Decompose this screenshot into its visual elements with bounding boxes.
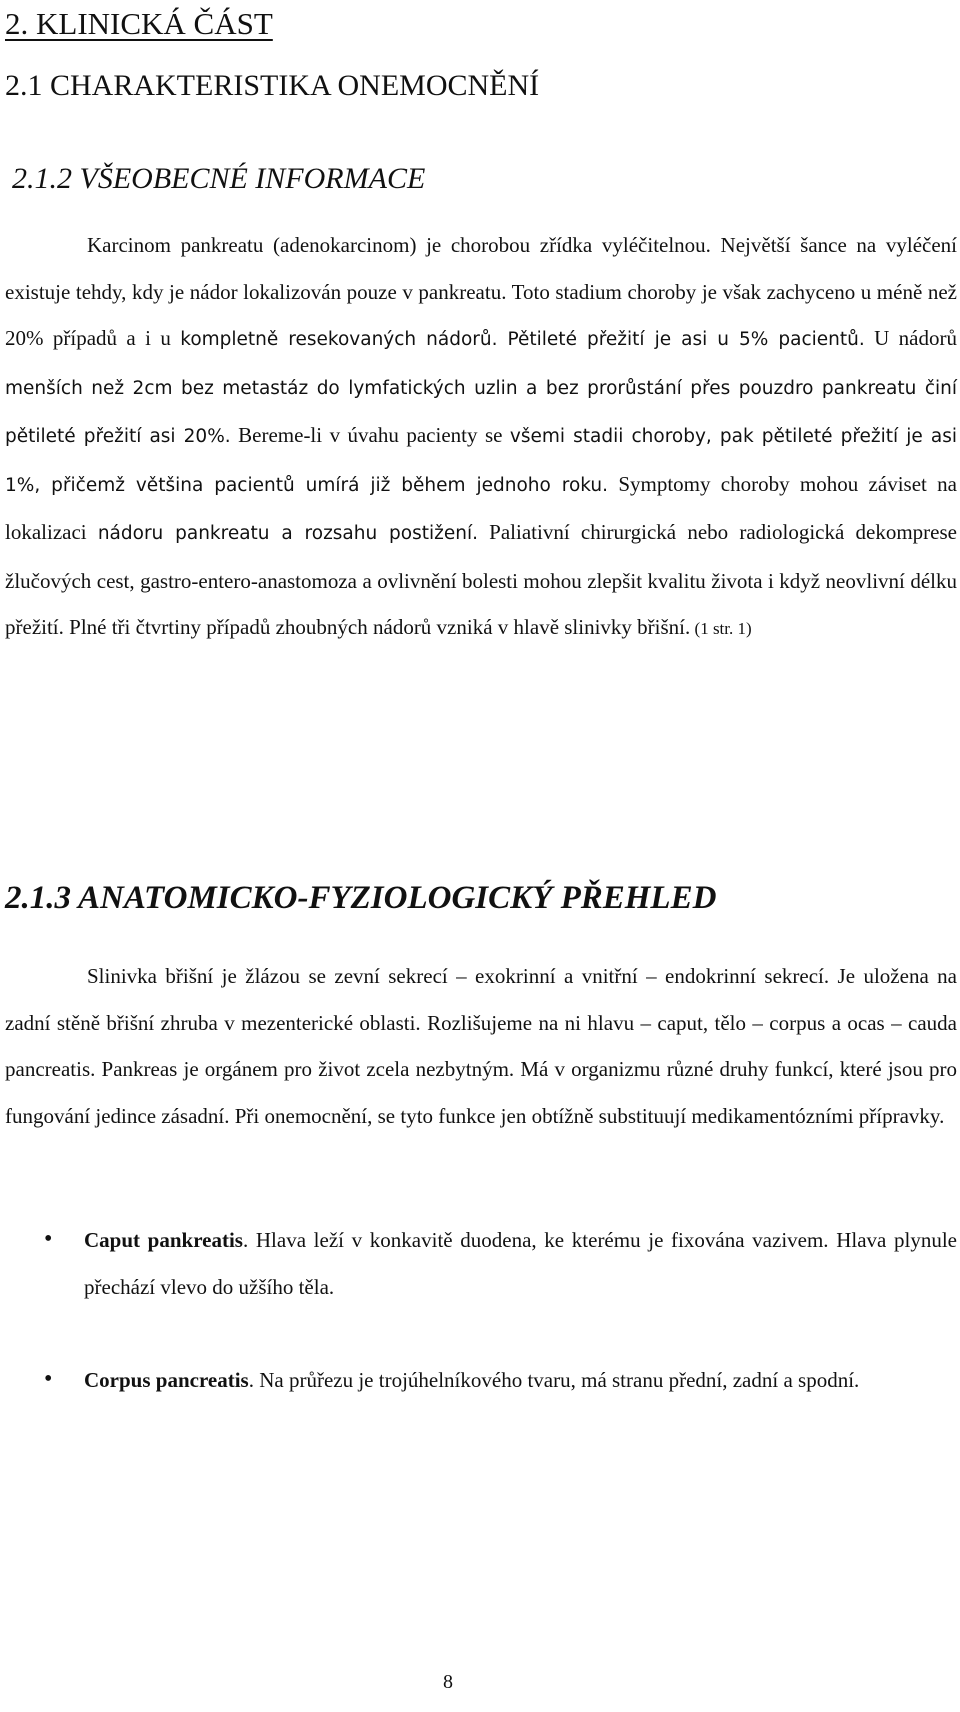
- paragraph-general-info: [5, 222, 957, 653]
- bullet-description: . Na průřezu je trojúhelníkového tvaru, má stranu přední, zadní a spodní.: [248, 1368, 860, 1392]
- page-number: 8: [443, 1671, 453, 1693]
- text-span: Paliativní chirurgická nebo radiologická dekomprese žlučových cest, gastro-entero-anastomoza a ovlivnění bolesti mohou zlepšit kvalitu života i když neovlivní délku přežití. Plné tři čtvrtiny případů zhoubných nádorů vzniká v hlavě slinivky břišní.: [5, 520, 957, 639]
- section-heading: 2.1 CHARAKTERISTIKA ONEMOCNĚNÍ: [5, 69, 540, 102]
- text-span: Symptomy choroby mohou záviset na lokalizaci: [5, 471, 957, 544]
- subsection-heading-anatomy: 2.1.3 ANATOMICKO-FYZIOLOGICKÝ PŘEHLED: [5, 880, 717, 916]
- text-span-sans: všemi stadii choroby, pak pětileté přežití je asi 1%, přičemž většina pacientů umírá již během jednoho roku.: [5, 426, 957, 496]
- text-span-sans: menších než 2cm bez metastáz do lymfatických uzlin a bez prorůstání přes pouzdro pankreatu činí pětileté přežití asi 20%.: [5, 377, 957, 447]
- text-span: U nádorů: [864, 326, 957, 350]
- text-span: Bereme-li v úvahu pacienty se: [230, 423, 510, 447]
- bullet-icon: •: [44, 1366, 53, 1392]
- text-span-sans: kompletně resekovaných nádorů. Pětileté přežití je asi u 5% pacientů.: [180, 329, 865, 350]
- citation: (1 str. 1): [690, 619, 752, 638]
- text-span-sans: nádoru pankreatu a rozsahu postižení.: [97, 523, 478, 544]
- chapter-heading: 2. KLINICKÁ ČÁST: [5, 6, 273, 41]
- bullet-term: Caput pankreatis: [84, 1228, 243, 1252]
- text-span: Karcinom pankreatu (adenokarcinom) je chorobou zřídka vyléčitelnou. Největší šance na vyléčení existuje tehdy, kdy je nádor lokalizován pouze v pankreatu. Toto stadium choroby je však zachyceno u méně než 20% případů a i u: [5, 233, 957, 350]
- bullet-icon: •: [44, 1226, 53, 1252]
- bullet-text: [84, 1357, 957, 1404]
- subsection-heading-general-info: 2.1.2 VŠEOBECNÉ INFORMACE: [12, 162, 426, 195]
- bullet-text: [84, 1217, 957, 1310]
- paragraph-anatomy: Slinivka břišní je žlázou se zevní sekrecí – exokrinní a vnitřní – endokrinní sekrecí. Je uložena na zadní stěně břišní zhruba v mezenterické oblasti. Rozlišujeme na ni hlavu – caput, tělo – corpus a ocas – cauda pancreatis. Pankreas je orgánem pro život zcela nezbytným. Má v organizmu různé druhy funkcí, které jsou pro fungování jedince zásadní. Při onemocnění, se tyto funkce jen obtížně substituují medikamentózními přípravky.: [5, 964, 957, 1128]
- bullet-description: . Hlava leží v konkavitě duodena, ke kterému je fixována vazivem. Hlava plynule přechází vlevo do užšího těla.: [84, 1228, 957, 1299]
- bullet-term: Corpus pancreatis: [84, 1368, 249, 1392]
